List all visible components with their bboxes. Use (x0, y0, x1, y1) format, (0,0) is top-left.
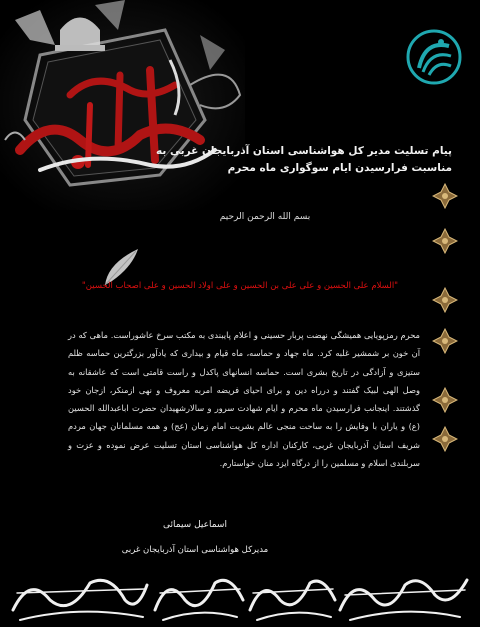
gold-ornament-icon (432, 426, 458, 452)
signature-name: اسماعیل سیمائی (163, 520, 227, 530)
calligraphy-panel (250, 581, 335, 620)
calligraphy-panel (13, 580, 147, 620)
gold-ornament-icon (432, 287, 458, 313)
bismillah-text: بسم الله الرحمن الرحیم (219, 212, 311, 222)
calligraphy-panel (155, 580, 243, 620)
gold-ornament-icon (432, 328, 458, 354)
meteorology-logo-icon (405, 28, 463, 86)
calligraphy-panel (340, 580, 467, 620)
calligraphy-strip (5, 565, 475, 625)
labbayk-banner-art (0, 0, 245, 210)
gold-ornament-icon (432, 183, 458, 209)
gold-ornament-icon (432, 228, 458, 254)
letter-body-paragraph: محرم رمزپویایی همیشگی نهضت پربار حسینی و اعلام پایبندی به مکتب سرخ عاشوراست. ماهی که در آن خون بر شمشیر غلبه کرد. ماه جهاد و حماسه، ماه قیام و بیداری که یادآور بزرگترین حماسه ظلم ستیزی و آزادگی در تاریخ بشری است. حماسه انسانهای پاکدل و راست قامتی است که عاشقانه به وصل الهی لبیک گفتند و درراه دین و برای احیای فریضه امربه معروف و نهی ازمنکر، ازجان خود گذشتند. اینجانب فرارسیدن ماه محرم و ایام شهادت سرور و سالارشهیدان حضرت اباعبدالله الحسین (ع) و یاران با وفایش را به ساحت منجی عالم بشریت امام زمان (عج) و همه مسلمانان جهان مردم شریف استان آذربایجان غربی، کارکنان اداره کل هواشناسی استان تسلیت عرض نموده و عزت و سربلندی اسلام و مسلمین را از درگاه ایزد منان خواستارم. (68, 330, 420, 469)
letter-body (68, 326, 420, 472)
page-title: پیام تسلیت مدیر کل هواشناسی استان آذربایجان غربی به مناسبت فرارسیدن ایام سوگواری ماه محرم (156, 145, 452, 174)
gold-ornament-icon (432, 387, 458, 413)
salam-greeting: "السلام علی الحسین و علی علی بن الحسین و علی اولاد الحسین و علی اصحاب الحسین" (81, 281, 399, 291)
signature-title: مدیرکل هواشناسی استان آذربایجان غربی (121, 545, 269, 555)
